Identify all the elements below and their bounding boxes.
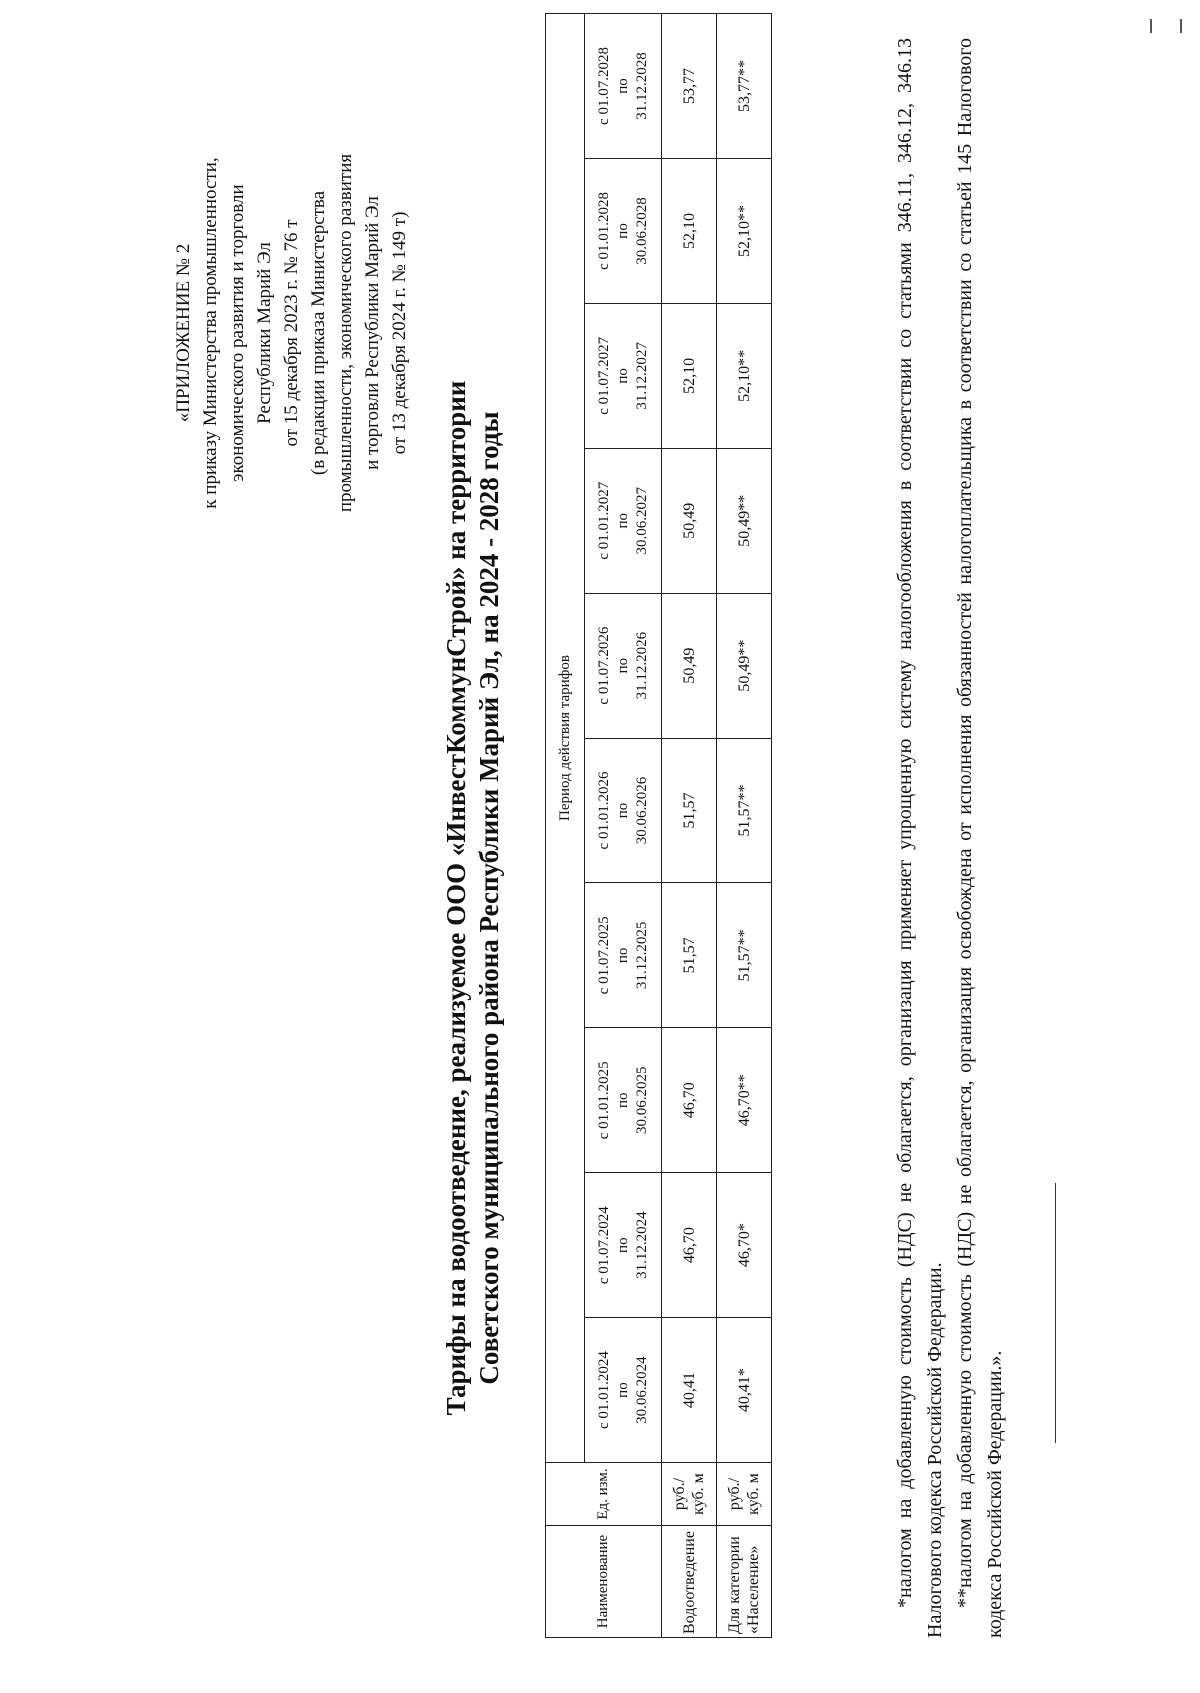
header-period: Период действия тарифов xyxy=(546,14,585,1463)
tariff-value: 53,77** xyxy=(717,14,772,159)
approval-line: (в редакции приказа Министерства xyxy=(308,190,329,476)
approval-line: и торговли Республики Марий Эл xyxy=(362,196,383,470)
period-header-line: по xyxy=(614,1382,631,1398)
tariff-value: 46,70 xyxy=(662,1173,717,1318)
table-row xyxy=(662,14,717,1638)
period-header xyxy=(585,593,662,738)
approval-block xyxy=(170,53,413,613)
row-unit-line: куб. м xyxy=(690,1473,707,1515)
corner-mark xyxy=(1180,19,1182,33)
period-header-line: 30.06.2028 xyxy=(633,197,650,265)
period-header-line: с 01.01.2025 xyxy=(595,1061,612,1140)
tariff-value: 50,49 xyxy=(662,593,717,738)
period-header-line: 31.12.2027 xyxy=(633,342,650,410)
approval-line: от 13 декабря 2024 г. № 149 т) xyxy=(389,211,410,455)
header-name: Наименование xyxy=(546,1526,662,1638)
row-name xyxy=(717,1526,772,1638)
row-name-line: «Население» xyxy=(745,1545,762,1634)
footnote-2: **налогом на добавленную стоимость (НДС) не облагается, организация освобождена от исполнения обязанностей налогоплательщика в соответствии со статьей 145 Налогового кодекса Российской Федерации.». xyxy=(954,38,1006,1638)
period-header-line: по xyxy=(614,947,631,964)
tariff-value: 51,57** xyxy=(717,738,772,883)
period-header xyxy=(585,738,662,883)
corner-mark xyxy=(1150,19,1152,33)
period-header-line: 30.06.2027 xyxy=(633,486,650,555)
period-header-line: с 01.01.2028 xyxy=(595,191,612,270)
row-unit xyxy=(662,1463,717,1526)
period-header-line: по xyxy=(614,512,631,529)
period-header xyxy=(585,1318,662,1463)
table-header-row xyxy=(546,14,585,1638)
period-header xyxy=(585,14,662,159)
period-header-line: с 01.07.2024 xyxy=(595,1206,612,1285)
period-header-line: по xyxy=(614,1237,631,1253)
footnote-1: *налогом на добавленную стоимость (НДС) не облагается, организация применяет упрощенную систему налогообложения в соответствии со статьями 346.11, 346.12, 346.13 Налогового кодекса Российской Федерации. xyxy=(894,38,946,1638)
period-header-line: по xyxy=(614,368,631,384)
period-header-line: с 01.07.2026 xyxy=(595,626,612,705)
period-header-line: по xyxy=(614,657,631,674)
row-name xyxy=(662,1526,717,1638)
period-header-line: с 01.01.2024 xyxy=(595,1351,612,1430)
period-header-line: с 01.01.2026 xyxy=(595,771,612,850)
approval-line: экономического развития и торговли xyxy=(227,184,248,482)
tariff-value: 51,57 xyxy=(662,883,717,1028)
period-header xyxy=(585,448,662,593)
approval-line: Республики Марий Эл xyxy=(254,242,275,424)
tariff-table xyxy=(545,13,772,1638)
tariff-value: 52,10 xyxy=(662,158,717,303)
period-header xyxy=(585,1173,662,1318)
period-header-line: по xyxy=(614,223,631,239)
row-unit-line: куб. м xyxy=(745,1473,762,1515)
row-name-line: Водоотведение xyxy=(680,1531,698,1634)
period-header-row xyxy=(585,14,662,1638)
row-unit-line: руб./ xyxy=(671,1477,688,1511)
period-header-line: 31.12.2028 xyxy=(633,52,650,120)
tariff-value: 50,49 xyxy=(662,448,717,593)
tariff-value: 52,10** xyxy=(717,158,772,303)
title-line-1: Тарифы на водоотведение, реализуемое ООО «ИнвестКоммунСтрой» на территории xyxy=(441,380,471,1416)
period-header-line: 30.06.2025 xyxy=(633,1066,650,1135)
period-header-line: 30.06.2024 xyxy=(633,1356,650,1424)
period-header-line: 31.12.2025 xyxy=(633,921,650,990)
footnotes xyxy=(890,38,1010,1638)
period-header xyxy=(585,1028,662,1173)
period-header-line: с 01.01.2027 xyxy=(595,481,612,560)
title-line-2: Советского муниципального района Республики Марий Эл, на 2024 - 2028 годы xyxy=(474,411,504,1385)
tariff-value: 46,70** xyxy=(717,1028,772,1173)
period-header-line: 30.06.2026 xyxy=(633,776,650,845)
table-row xyxy=(717,14,772,1638)
tariff-value: 50,49** xyxy=(717,593,772,738)
approval-line: к приказу Министерства промышленности, xyxy=(200,157,221,509)
period-header-line: с 01.07.2028 xyxy=(595,47,612,125)
tariff-value: 46,70 xyxy=(662,1028,717,1173)
tariff-value: 50,49** xyxy=(717,448,772,593)
tariff-value: 40,41 xyxy=(662,1318,717,1463)
period-header xyxy=(585,303,662,448)
period-header-line: с 01.07.2027 xyxy=(595,336,612,415)
period-header-line: по xyxy=(614,802,631,819)
tariff-table-body xyxy=(662,14,772,1638)
tariff-value: 53,77 xyxy=(662,14,717,159)
period-header-line: 31.12.2026 xyxy=(633,631,650,700)
header-unit: Ед. изм. xyxy=(546,1463,662,1526)
period-header-line: по xyxy=(614,78,631,94)
tariff-value: 51,57** xyxy=(717,883,772,1028)
approval-line: промышленности, экономического развития xyxy=(335,153,356,513)
tariff-value: 40,41* xyxy=(717,1318,772,1463)
separator-line xyxy=(1055,1183,1056,1443)
tariff-value: 52,10 xyxy=(662,303,717,448)
row-unit xyxy=(717,1463,772,1526)
period-header xyxy=(585,883,662,1028)
period-header xyxy=(585,158,662,303)
period-header-line: с 01.07.2025 xyxy=(595,916,612,995)
approval-line: «ПРИЛОЖЕНИЕ № 2 xyxy=(173,243,194,423)
tariff-value: 52,10** xyxy=(717,303,772,448)
period-header-line: по xyxy=(614,1092,631,1109)
tariff-value: 51,57 xyxy=(662,738,717,883)
period-header-line: 31.12.2024 xyxy=(633,1211,650,1279)
tariff-value: 46,70* xyxy=(717,1173,772,1318)
row-name-line: Для категории xyxy=(726,1536,743,1634)
row-unit-line: руб./ xyxy=(726,1477,743,1511)
approval-line: от 15 декабря 2023 г. № 76 т xyxy=(281,219,302,447)
document-title xyxy=(440,183,506,1613)
